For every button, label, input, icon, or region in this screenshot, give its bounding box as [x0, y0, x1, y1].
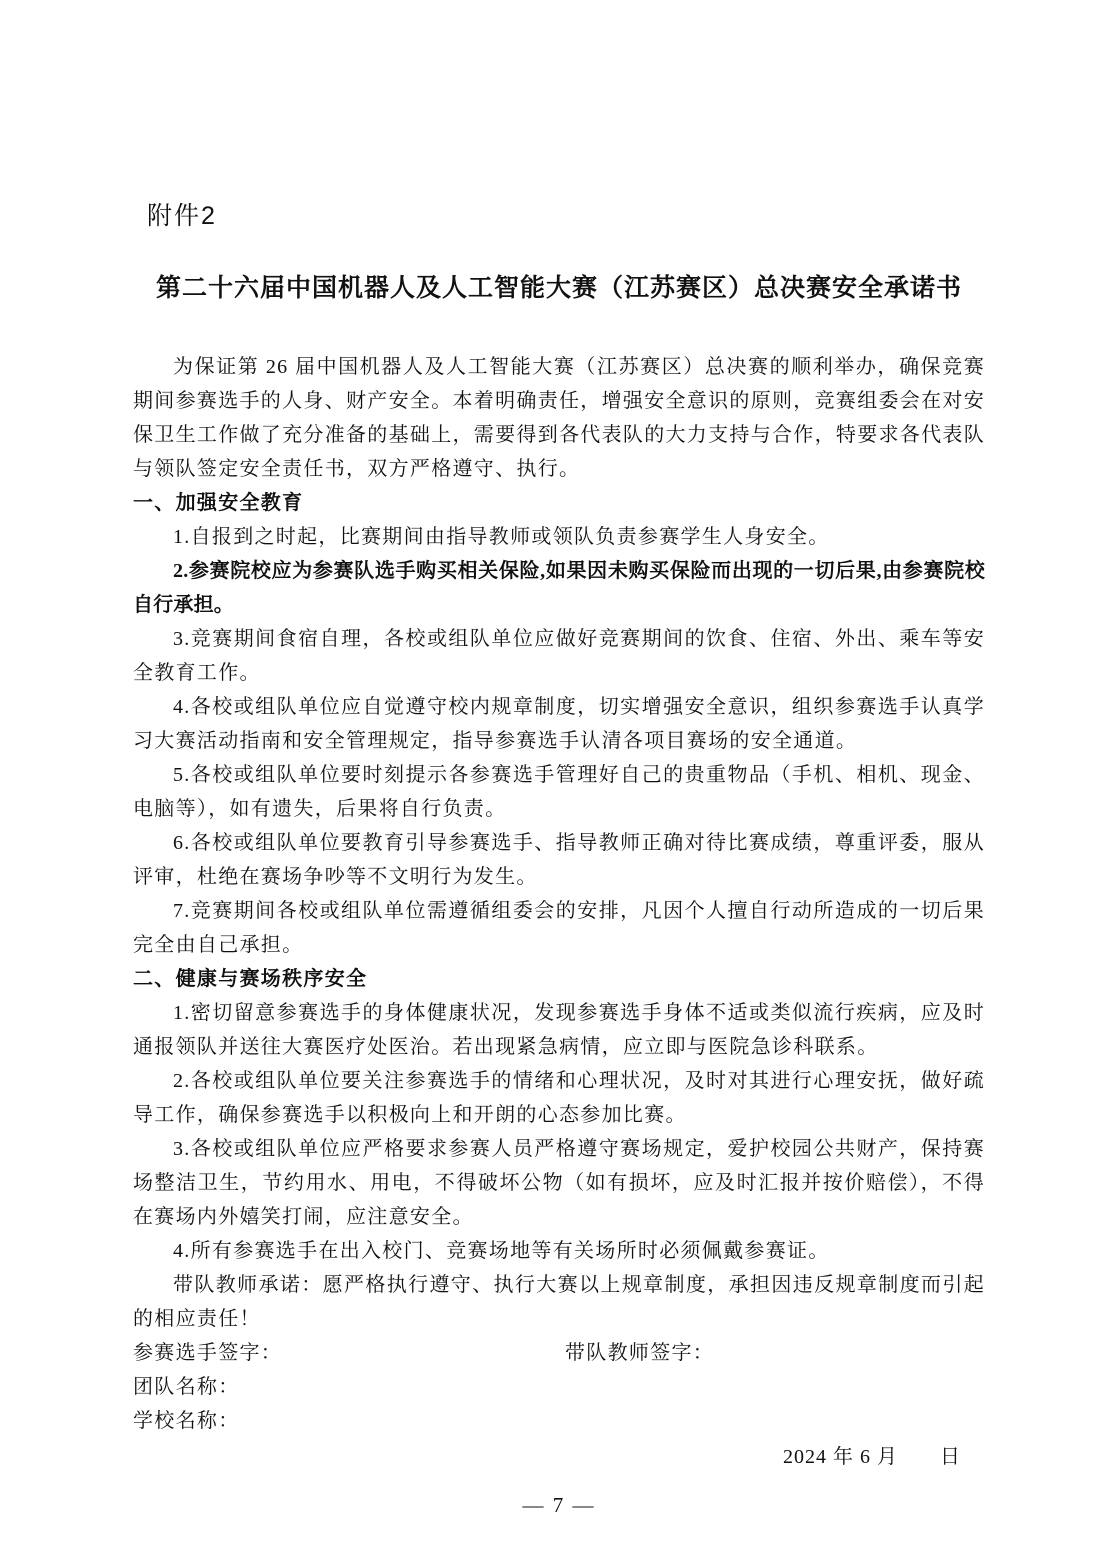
date-line: 2024 年 6 月 日: [783, 1446, 961, 1468]
teacher-signature-label: 带队教师签字：: [565, 1342, 715, 1364]
school-name-label: 学校名称：: [133, 1410, 240, 1432]
page-number: — 7 —: [522, 1493, 596, 1517]
intro-paragraph: 为保证第 26 届中国机器人及人工智能大赛（江苏赛区）总决赛的顺利举办，确保竞赛期间参赛选手的人身、财产安全。本着明确责任，增强安全意识的原则，竞赛组委会在对安保卫生工作做了充分准备的基础上，需要得到各代表队的大力支持与合作，特要求各代表队与领队签定安全责任书，双方严格遵守、执行。: [133, 356, 985, 480]
list-item: 1.密切留意参赛选手的身体健康状况，发现参赛选手身体不适或类似流行疾病，应及时通报领队并送往大赛医疗处医治。若出现紧急病情，应立即与医院急诊科联系。: [133, 1002, 985, 1058]
signature-row: [133, 1336, 985, 1370]
list-item: 6.各校或组队单位要教育引导参赛选手、指导教师正确对待比赛成绩，尊重评委，服从评审，杜绝在赛场争吵等不文明行为发生。: [133, 832, 985, 888]
list-item: 4.各校或组队单位应自觉遵守校内规章制度，切实增强安全意识，组织参赛选手认真学习大赛活动指南和安全管理规定，指导参赛选手认清各项目赛场的安全通道。: [133, 696, 985, 752]
page-title: 第二十六届中国机器人及人工智能大赛（江苏赛区）总决赛安全承诺书: [155, 274, 962, 302]
list-item: 2.参赛院校应为参赛队选手购买相关保险,如果因未购买保险而出现的一切后果,由参赛院校自行承担。: [133, 560, 985, 616]
list-item: 2.各校或组队单位要关注参赛选手的情绪和心理状况，及时对其进行心理安抚，做好疏导工作，确保参赛选手以积极向上和开朗的心态参加比赛。: [133, 1070, 985, 1126]
list-item: 5.各校或组队单位要时刻提示各参赛选手管理好自己的贵重物品（手机、相机、现金、电脑等），如有遗失，后果将自行负责。: [133, 764, 985, 820]
section-heading-2: 二、健康与赛场秩序安全: [133, 968, 368, 990]
list-item: 3.竞赛期间食宿自理，各校或组队单位应做好竞赛期间的饮食、住宿、外出、乘车等安全教育工作。: [133, 628, 985, 684]
section-heading-1: 一、加强安全教育: [133, 492, 304, 514]
list-item: 7.竞赛期间各校或组队单位需遵循组委会的安排，凡因个人擅自行动所造成的一切后果完全由自己承担。: [133, 900, 985, 956]
list-item: 4.所有参赛选手在出入校门、竞赛场地等有关场所时必须佩戴参赛证。: [173, 1240, 830, 1262]
pledge-paragraph: 带队教师承诺：愿严格执行遵守、执行大赛以上规章制度，承担因违反规章制度而引起的相应责任！: [133, 1274, 985, 1330]
player-signature-label: 参赛选手签字：: [133, 1342, 283, 1364]
document-body: [133, 350, 985, 1520]
attachment-label: 附件2: [147, 202, 217, 230]
list-item: 1.自报到之时起，比赛期间由指导教师或领队负责参赛学生人身安全。: [173, 526, 830, 548]
list-item: 3.各校或组队单位应严格要求参赛人员严格遵守赛场规定，爱护校园公共财产，保持赛场整洁卫生，节约用水、用电，不得破坏公物（如有损坏，应及时汇报并按价赔偿），不得在赛场内外嬉笑打闹，应注意安全。: [133, 1138, 985, 1228]
team-name-label: 团队名称：: [133, 1376, 240, 1398]
